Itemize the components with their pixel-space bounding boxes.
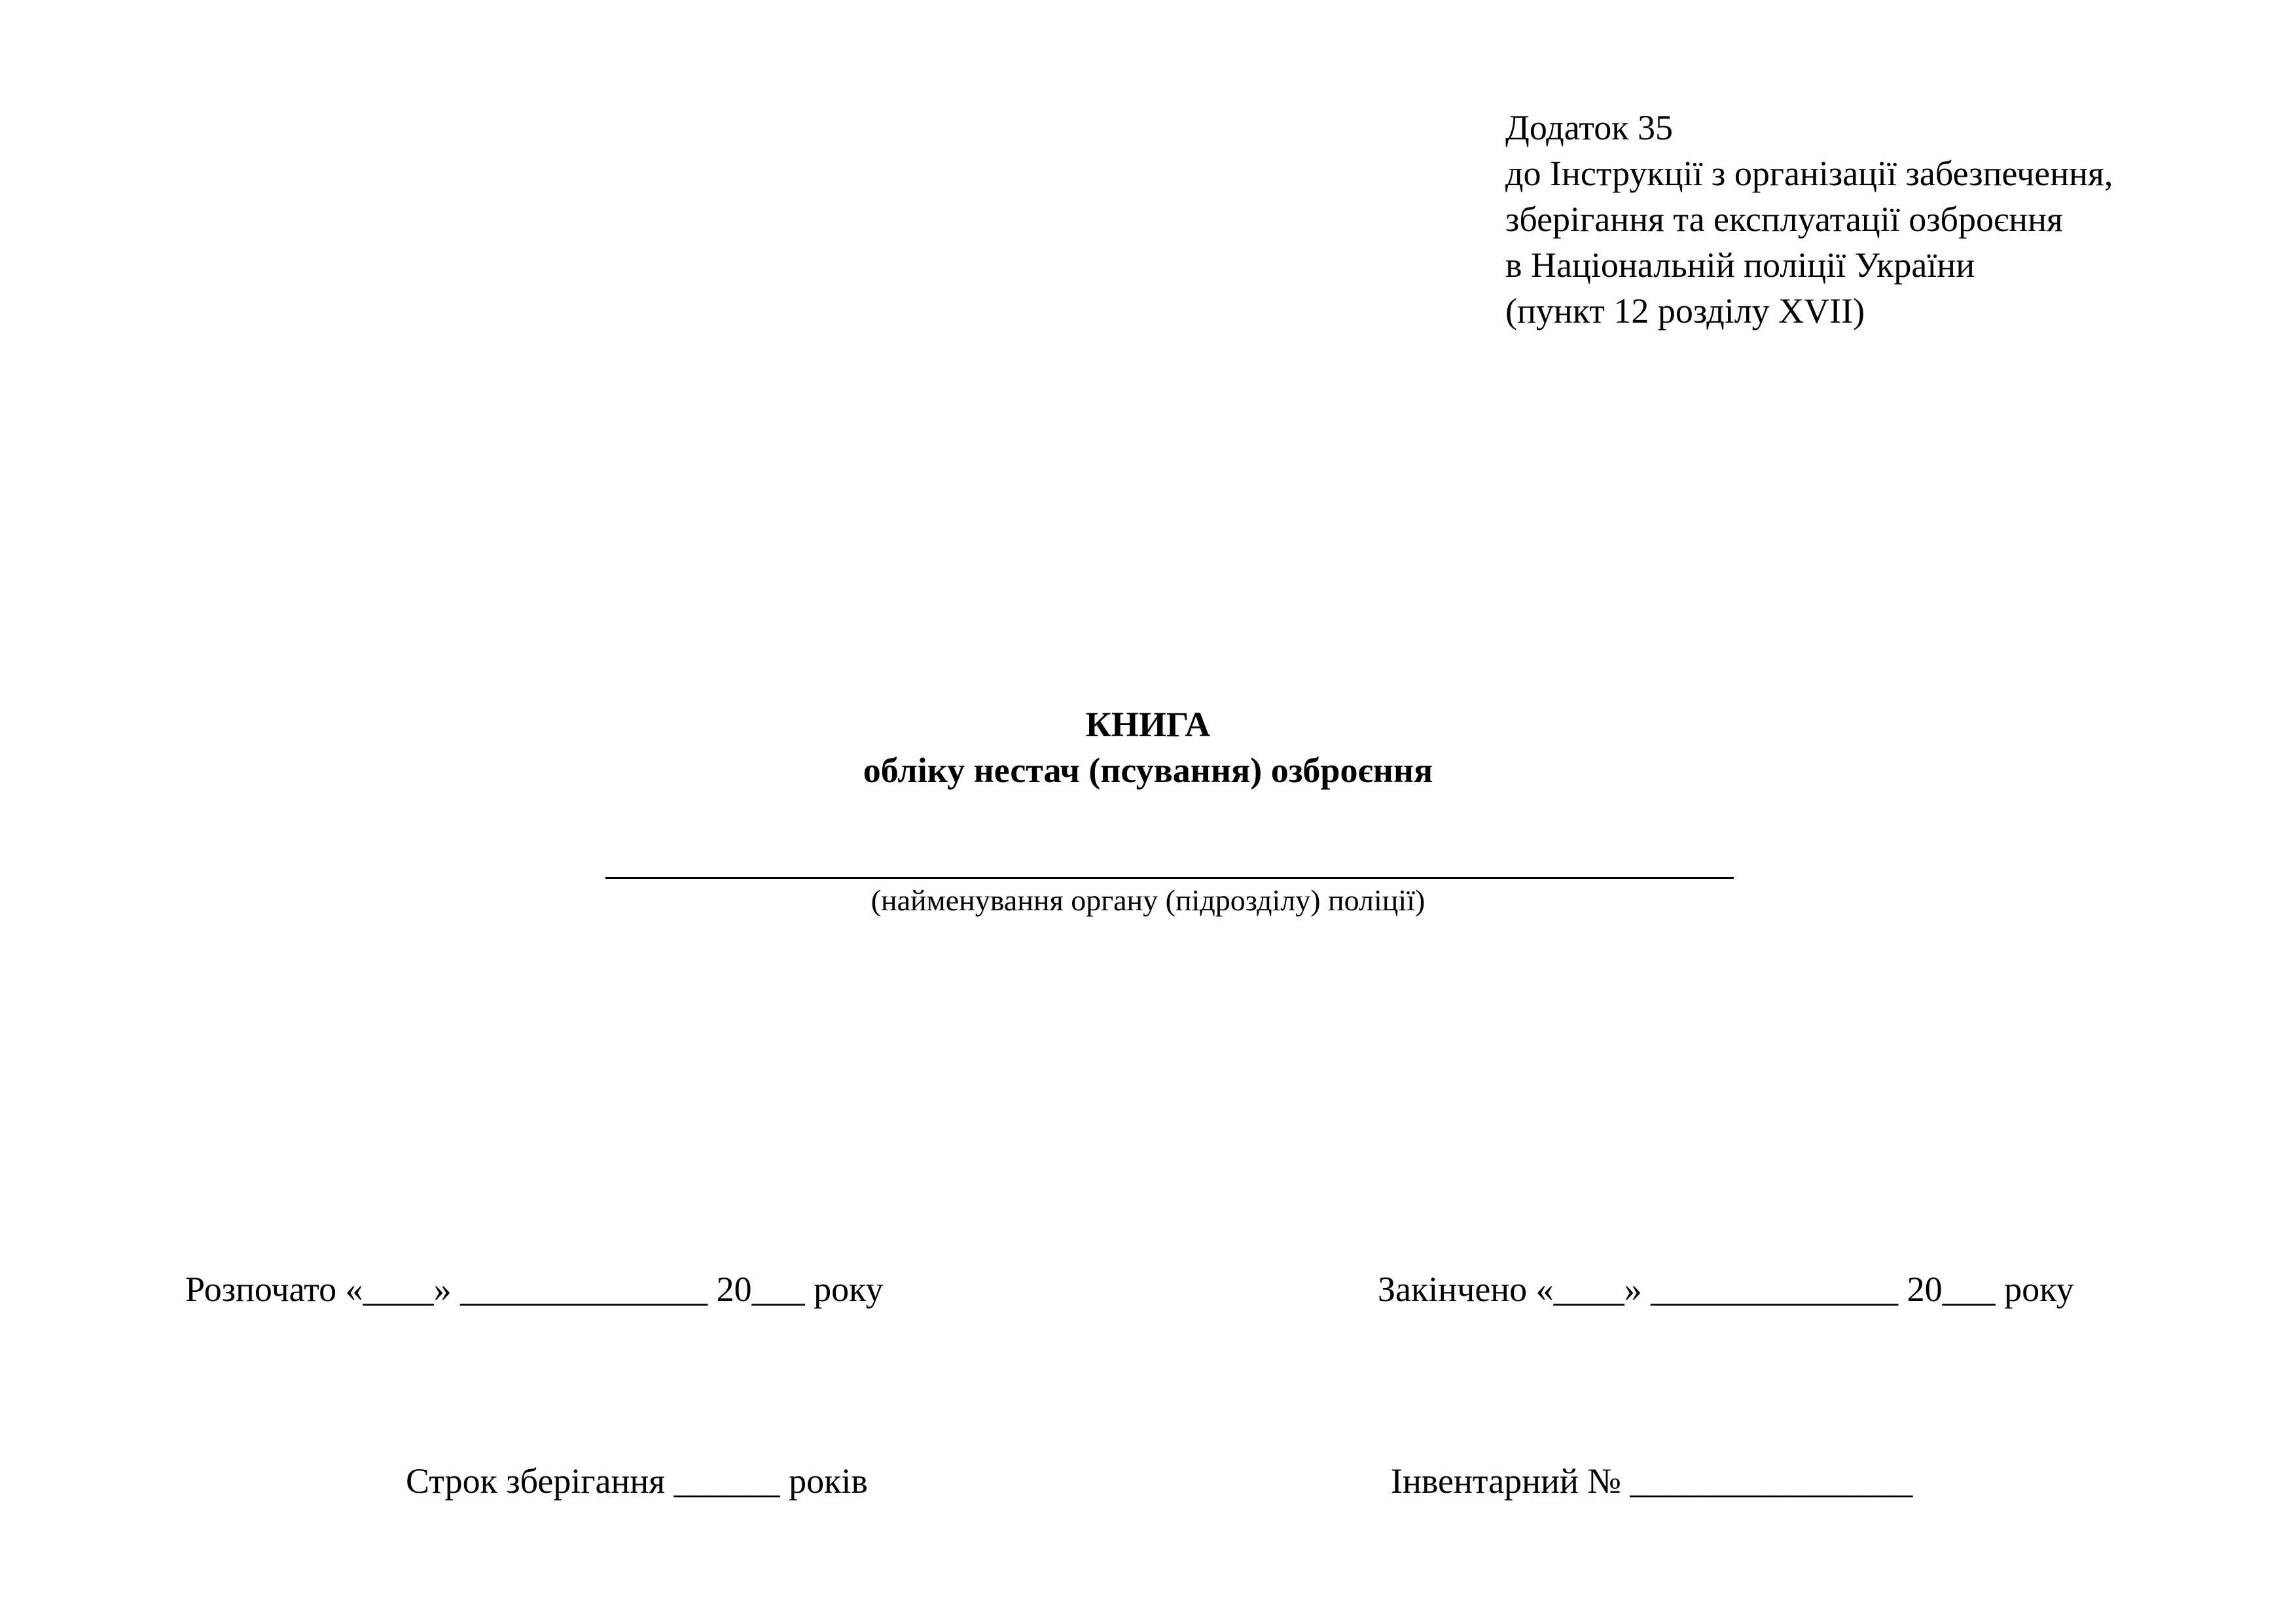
organization-name-line[interactable] <box>605 877 1734 879</box>
inventory-number-field[interactable]: Інвентарний № ________________ <box>1391 1461 1913 1501</box>
title-block <box>0 702 2296 793</box>
started-date-field[interactable]: Розпочато «____» ______________ 20___ року <box>185 1270 884 1309</box>
page-subtitle: обліку нестач (псування) озброєння <box>863 751 1433 790</box>
page-title: КНИГА <box>1085 705 1211 744</box>
finished-date-field[interactable]: Закінчено «____» ______________ 20___ року <box>1378 1270 2074 1309</box>
annex-line: до Інструкції з організації забезпечення, <box>1505 154 2113 193</box>
annex-line: Додаток 35 <box>1505 108 1673 147</box>
organization-caption: (найменування органу (підрозділу) поліції) <box>870 883 1426 917</box>
annex-line: зберігання та експлуатації озброєння <box>1505 200 2063 239</box>
storage-period-field[interactable]: Строк зберігання ______ років <box>406 1461 868 1501</box>
annex-reference <box>1505 105 2113 334</box>
annex-line: в Національній поліції України <box>1505 245 1975 285</box>
annex-line: (пункт 12 розділу XVII) <box>1505 291 1865 330</box>
